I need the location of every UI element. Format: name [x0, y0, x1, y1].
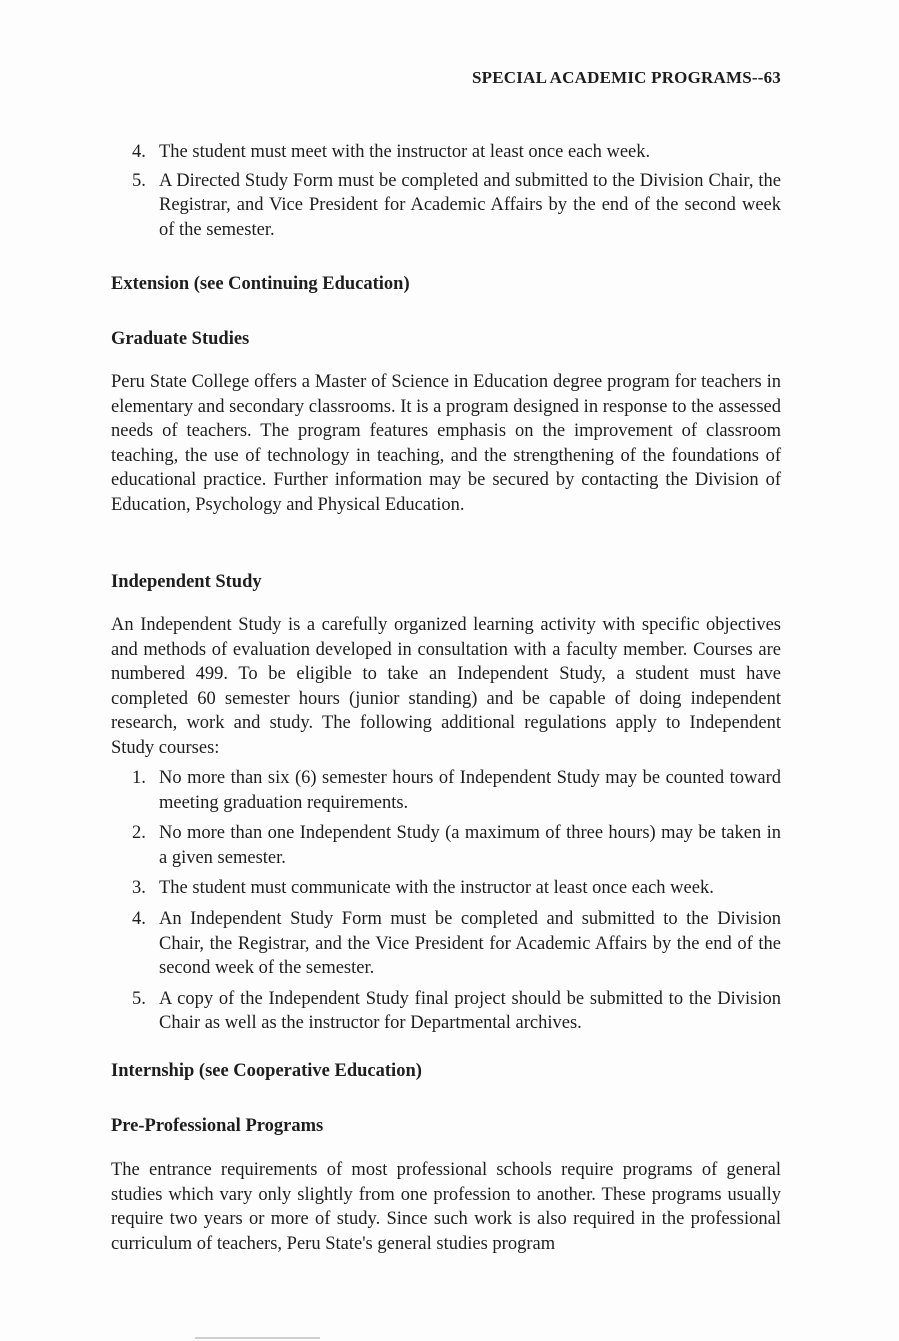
running-head: SPECIAL ACADEMIC PROGRAMS--63 [472, 68, 781, 87]
independent-study-list [111, 766, 781, 1036]
list-item [111, 876, 781, 901]
directed-study-list [111, 140, 781, 242]
list-item-number: 2. [132, 823, 146, 844]
list-item-number: 5. [132, 170, 146, 191]
independent-study-paragraph: An Independent Study is a carefully organized learning activity with specific objectives and methods of evaluation developed in consultation with a faculty member. Courses are numbered 499. To be eligible to take an Independent Study, a student must have completed 60 semester hours (junior standing) and be capable of doing independent research, work and study. The following additional regulations apply to Independent Study courses: [111, 615, 781, 758]
graduate-studies-paragraph: Peru State College offers a Master of Science in Education degree program for teachers in elementary and secondary classrooms. It is a program designed in response to the assessed needs of teachers. The program features emphasis on the improvement of classroom teaching, the use of technology in teaching, and the strengthening of the foundations of educational practice. Further information may be secured by contacting the Division of Education, Psychology and Physical Education. [111, 372, 781, 515]
list-item-number: 4. [132, 908, 146, 929]
list-item [111, 821, 781, 870]
list-item [111, 169, 781, 243]
section-heading-internship: Internship (see Cooperative Education) [111, 1061, 422, 1081]
document-page [111, 0, 781, 1341]
list-item [111, 987, 781, 1036]
list-item [111, 140, 781, 165]
list-item-text: The student must meet with the instructor at least once each week. [159, 142, 651, 162]
pre-professional-paragraph: The entrance requirements of most professional schools require programs of general studies which vary only slightly from one profession to another. These programs usually require two years or more of study. Since such work is also required in the professional curriculum of teachers, Peru State's general studies program [111, 1160, 781, 1254]
list-item-text: An Independent Study Form must be completed and submitted to the Division Chair, the Registrar, and the Vice President for Academic Affairs by the end of the second week of the semester. [159, 908, 781, 979]
list-item-text: No more than one Independent Study (a maximum of three hours) may be taken in a given semester. [159, 823, 781, 868]
list-item-text: The student must communicate with the instructor at least once each week. [159, 878, 714, 899]
list-item-number: 4. [132, 142, 146, 162]
footer-rule [195, 1337, 320, 1339]
list-item-number: 3. [132, 878, 146, 899]
section-heading-extension: Extension (see Continuing Education) [111, 274, 410, 294]
list-item [111, 907, 781, 981]
list-item-text: A copy of the Independent Study final project should be submitted to the Division Chair as well as the instructor for Departmental archives. [159, 988, 781, 1034]
section-heading-pre-professional: Pre-Professional Programs [111, 1116, 324, 1136]
list-item-number: 1. [132, 768, 146, 788]
list-item-text: No more than six (6) semester hours of Independent Study may be counted toward meeting graduation requirements. [159, 768, 781, 813]
section-heading-graduate-studies: Graduate Studies [111, 329, 250, 349]
list-item [111, 766, 781, 815]
list-item-text: A Directed Study Form must be completed and submitted to the Division Chair, the Registrar, and Vice President for Academic Affairs by the end of the second week of the semester. [159, 170, 781, 240]
section-heading-independent-study: Independent Study [111, 572, 262, 592]
list-item-number: 5. [132, 988, 146, 1009]
